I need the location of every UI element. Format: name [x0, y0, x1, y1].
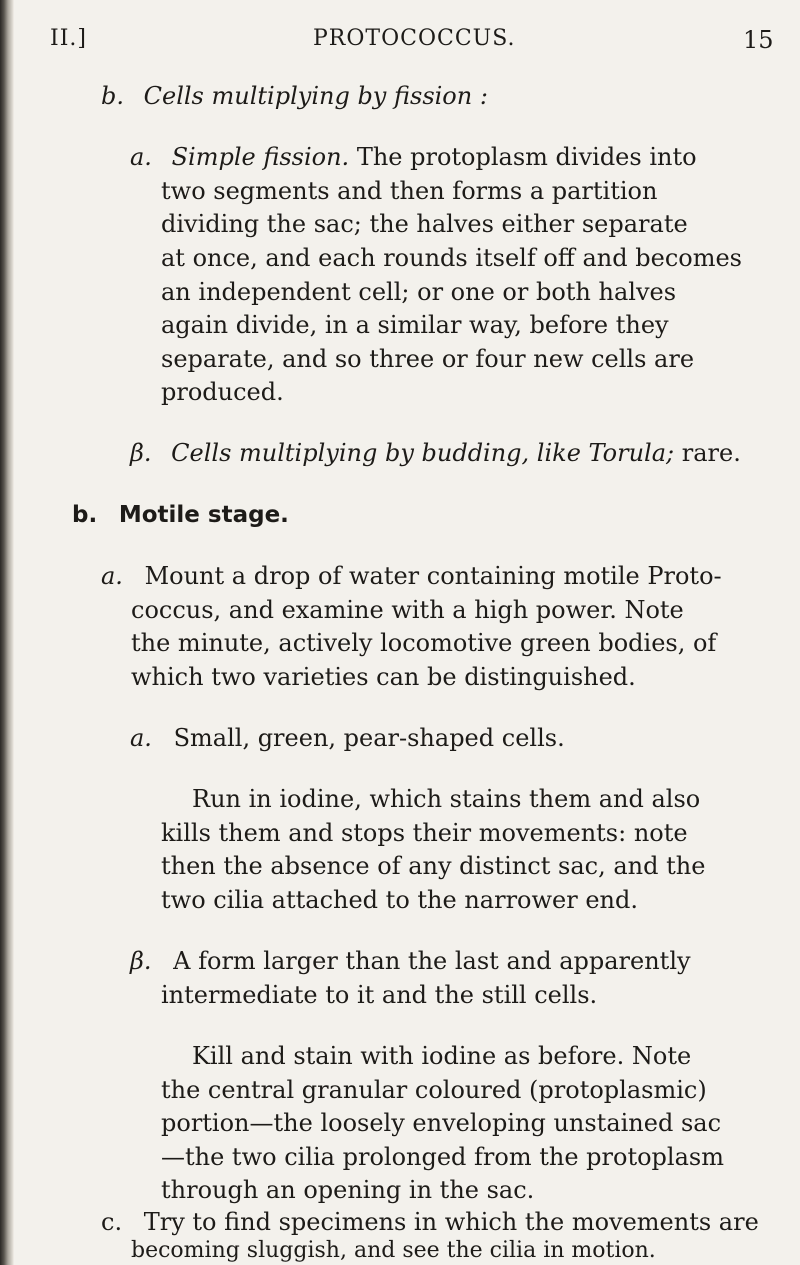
text-line: becoming sluggish, and see the cilia in motion. — [131, 1238, 656, 1263]
text-line: kills them and stops their movements: note — [161, 819, 688, 847]
paragraph-sluggish-first-line — [101, 1210, 759, 1234]
item-label: c. — [101, 1208, 123, 1236]
section-heading-motile — [72, 502, 289, 527]
text-line: intermediate to it and the still cells. — [161, 981, 598, 1009]
chapter-number: II.] — [50, 26, 87, 51]
subsection-label: b. — [101, 82, 124, 110]
paragraph-mount-first-line — [101, 564, 722, 588]
paragraph-small-cells-heading — [130, 726, 565, 750]
item-label: a. — [130, 143, 152, 171]
text-line: rare. — [674, 439, 741, 467]
text-line: two segments and then forms a partition — [161, 177, 658, 205]
section-label: b. — [72, 502, 98, 528]
paragraph-simple-fission-first-line — [130, 145, 697, 169]
item-label: a. — [101, 562, 123, 590]
text-line: separate, and so three or four new cells are — [161, 345, 695, 373]
running-title: PROTOCOCCUS. — [313, 26, 516, 51]
item-label: β. — [130, 439, 152, 467]
text-line: again divide, in a similar way, before they — [161, 311, 669, 339]
text-line: two cilia attached to the narrower end. — [161, 886, 638, 914]
item-heading: Cells multiplying by budding, like Torula; — [171, 439, 675, 467]
text-line: The protoplasm divides into — [349, 143, 697, 171]
text-line: Run in iodine, which stains them and also — [192, 785, 701, 813]
text-line: then the absence of any distinct sac, and the — [161, 852, 706, 880]
item-label: a. — [130, 724, 152, 752]
text-line: A form larger than the last and apparently — [173, 947, 691, 975]
text-line: produced. — [161, 378, 284, 406]
item-heading: Small, green, pear-shaped cells. — [173, 724, 565, 752]
text-line: which two varieties can be distinguished. — [131, 663, 636, 691]
text-line: through an opening in the sac. — [161, 1176, 535, 1204]
paragraph-larger-form-first-line — [130, 949, 691, 973]
text-line: —the two cilia prolonged from the protoplasm — [161, 1143, 724, 1171]
subsection-title: Cells multiplying by fission : — [143, 82, 488, 110]
binding-edge — [0, 0, 14, 1265]
page-number: 15 — [743, 26, 774, 54]
text-line: at once, and each rounds itself off and becomes — [161, 244, 742, 272]
text-line: Try to find specimens in which the movements are — [143, 1208, 759, 1236]
text-line: the central granular coloured (protoplasmic) — [161, 1076, 707, 1104]
text-line: an independent cell; or one or both halves — [161, 278, 677, 306]
item-label: β. — [130, 947, 152, 975]
text-line: Mount a drop of water containing motile Proto- — [144, 562, 722, 590]
paragraph-budding — [130, 441, 741, 465]
text-line: dividing the sac; the halves either separate — [161, 210, 688, 238]
text-line: portion—the loosely enveloping unstained sac — [161, 1109, 722, 1137]
subsection-heading-fission — [101, 84, 488, 108]
section-title: Motile stage. — [118, 502, 289, 528]
item-heading: Simple fission. — [171, 143, 350, 171]
text-line: coccus, and examine with a high power. Note — [131, 596, 684, 624]
text-line: Kill and stain with iodine as before. Note — [192, 1042, 692, 1070]
text-line: the minute, actively locomotive green bodies, of — [131, 629, 717, 657]
